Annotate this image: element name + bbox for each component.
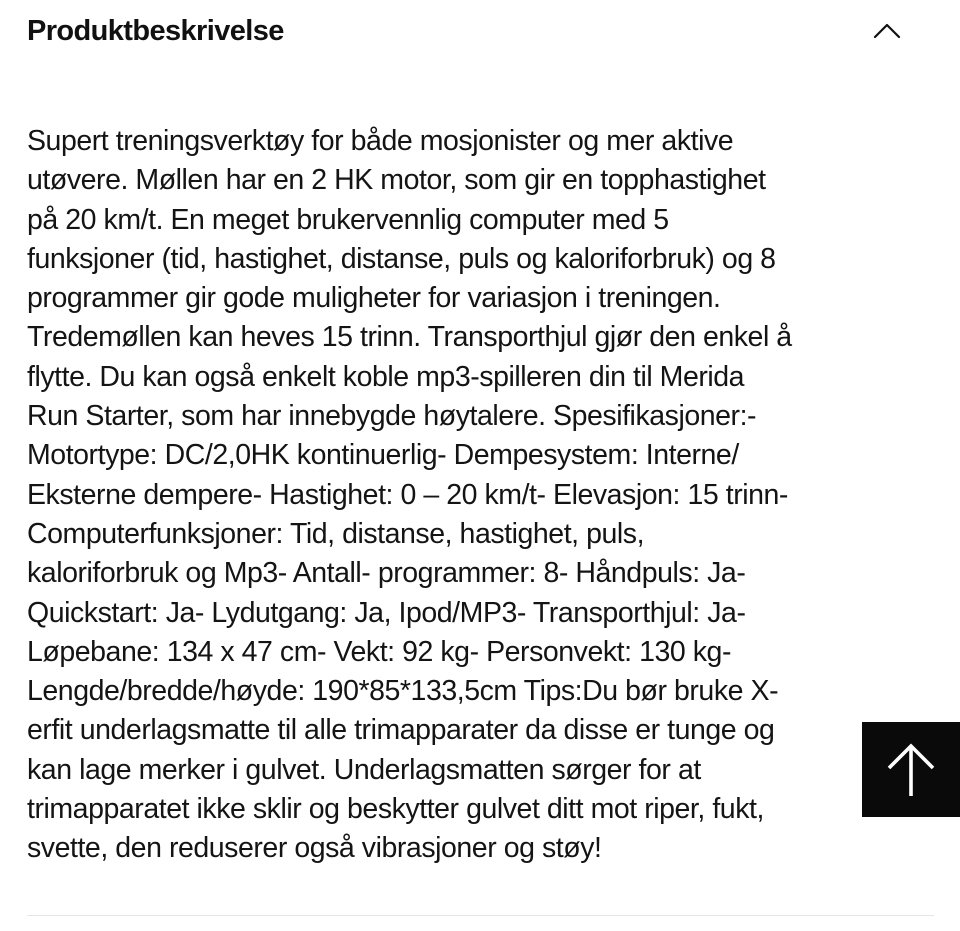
divider	[27, 915, 934, 916]
chevron-up-icon	[873, 23, 901, 39]
section-title: Produktbeskrivelse	[27, 15, 284, 47]
collapse-toggle-button[interactable]	[866, 11, 908, 51]
scroll-to-top-button[interactable]	[862, 722, 960, 817]
section-header[interactable]	[0, 0, 960, 64]
product-description: Supert treningsverktøy for både mosjonister og mer aktive utøvere. Møllen har en 2 HK motor, som gir en topphastighet på 20 km/t. En meget brukervennlig computer med 5 funksjoner (tid, hastighet, distanse, puls og kaloriforbruk) og 8 programmer gir gode muligheter for variasjon i treningen. Tredemøllen kan heves 15 trinn. Transporthjul gjør den enkel å flytte. Du kan også enkelt koble mp3-spilleren din til Merida Run Starter, som har innebygde høytalere. Spesifikasjoner:- Motortype: DC/2,0HK kontinuerlig- Dempesystem: Interne/ Eksterne dempere- Hastighet: 0 – 20 km/t- Elevasjon: 15 trinn- Computerfunksjoner: Tid, distanse, hastighet, puls, kaloriforbruk og Mp3- Antall- programmer: 8- Håndpuls: Ja- Quickstart: Ja- Lydutgang: Ja, Ipod/MP3- Transporthjul: Ja- Løpebane: 134 x 47 cm- Vekt: 92 kg- Personvekt: 130 kg- Lengde/bredde/høyde: 190*85*133,5cm Tips:Du bør bruke X- erfit underlagsmatte til alle trimapparater da disse er tunge og kan lage merker i gulvet. Underlagsmatten sørger for at trimapparatet ikke sklir og beskytter gulvet ditt mot riper, fukt, svette, den reduserer også vibrasjoner og støy!	[27, 125, 792, 865]
arrow-up-icon	[885, 742, 937, 798]
